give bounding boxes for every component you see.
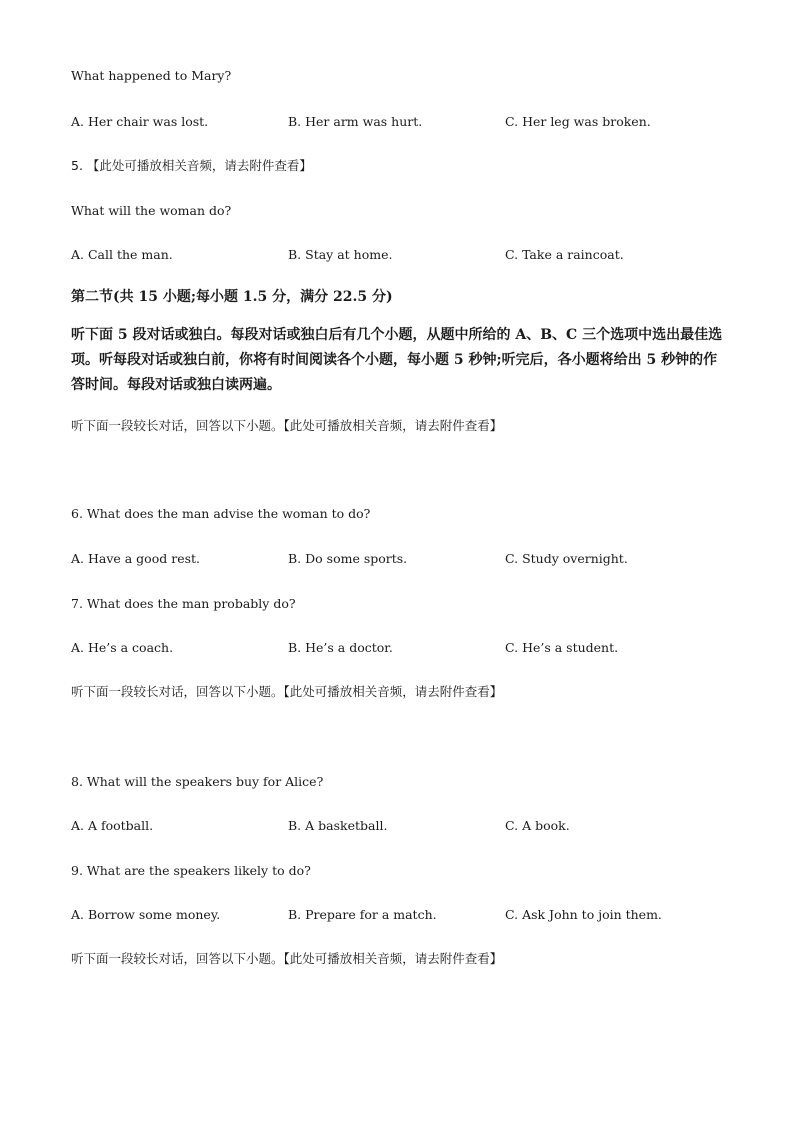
q6-options bbox=[71, 551, 731, 567]
q6-option-a: A. Have a good rest. bbox=[71, 551, 200, 566]
q9-question: 9. What are the speakers likely to do? bbox=[71, 863, 311, 878]
dialog-prompt-1: 听下面一段较长对话，回答以下小题。【此处可播放相关音频，请去附件查看】 bbox=[71, 418, 503, 433]
q9-option-c: C. Ask John to join them. bbox=[505, 907, 662, 922]
q5-option-a: A. Call the man. bbox=[71, 247, 173, 262]
dialog-prompt-2: 听下面一段较长对话，回答以下小题。【此处可播放相关音频，请去附件查看】 bbox=[71, 684, 503, 699]
q4-option-c: C. Her leg was broken. bbox=[505, 114, 651, 129]
q7-options bbox=[71, 640, 731, 656]
q6-option-b: B. Do some sports. bbox=[288, 551, 408, 566]
section-instructions: 听下面 5 段对话或独白。每段对话或独白后有几个小题，从题中所给的 A、B、C 三个选项中选出最佳选项。听每段对话或独白前，你将有时间阅读各个小题，每小题 5 秒钟;听完后，各小题将给出 5 秒钟的作答时间。每段对话或独白读两遍。 bbox=[71, 327, 723, 393]
q9-options bbox=[71, 907, 731, 923]
q7-option-b: B. He’s a doctor. bbox=[288, 640, 393, 655]
q5-options bbox=[71, 247, 731, 263]
section-title: 第二节(共 15 小题;每小题 1.5 分，满分 22.5 分) bbox=[71, 289, 393, 305]
q4-question: What happened to Mary? bbox=[71, 68, 232, 83]
q5-option-c: C. Take a raincoat. bbox=[505, 247, 624, 262]
q8-options bbox=[71, 818, 731, 834]
q5-option-b: B. Stay at home. bbox=[288, 247, 393, 262]
q8-option-a: A. A football. bbox=[71, 818, 154, 833]
q5-question: What will the woman do? bbox=[71, 203, 232, 218]
q9-option-b: B. Prepare for a match. bbox=[288, 907, 437, 922]
q6-option-c: C. Study overnight. bbox=[505, 551, 628, 566]
q9-option-a: A. Borrow some money. bbox=[71, 907, 221, 922]
q4-option-b: B. Her arm was hurt. bbox=[288, 114, 423, 129]
q8-option-b: B. A basketball. bbox=[288, 818, 388, 833]
q7-option-a: A. He’s a coach. bbox=[71, 640, 174, 655]
q5-audio-note: 5. 【此处可播放相关音频，请去附件查看】 bbox=[71, 158, 312, 173]
q4-option-a: A. Her chair was lost. bbox=[71, 114, 209, 129]
q4-options bbox=[71, 114, 731, 130]
q7-question: 7. What does the man probably do? bbox=[71, 596, 296, 611]
q8-option-c: C. A book. bbox=[505, 818, 570, 833]
q6-question: 6. What does the man advise the woman to do? bbox=[71, 506, 371, 521]
dialog-prompt-3: 听下面一段较长对话，回答以下小题。【此处可播放相关音频，请去附件查看】 bbox=[71, 951, 503, 966]
q8-question: 8. What will the speakers buy for Alice? bbox=[71, 774, 324, 789]
q7-option-c: C. He’s a student. bbox=[505, 640, 619, 655]
